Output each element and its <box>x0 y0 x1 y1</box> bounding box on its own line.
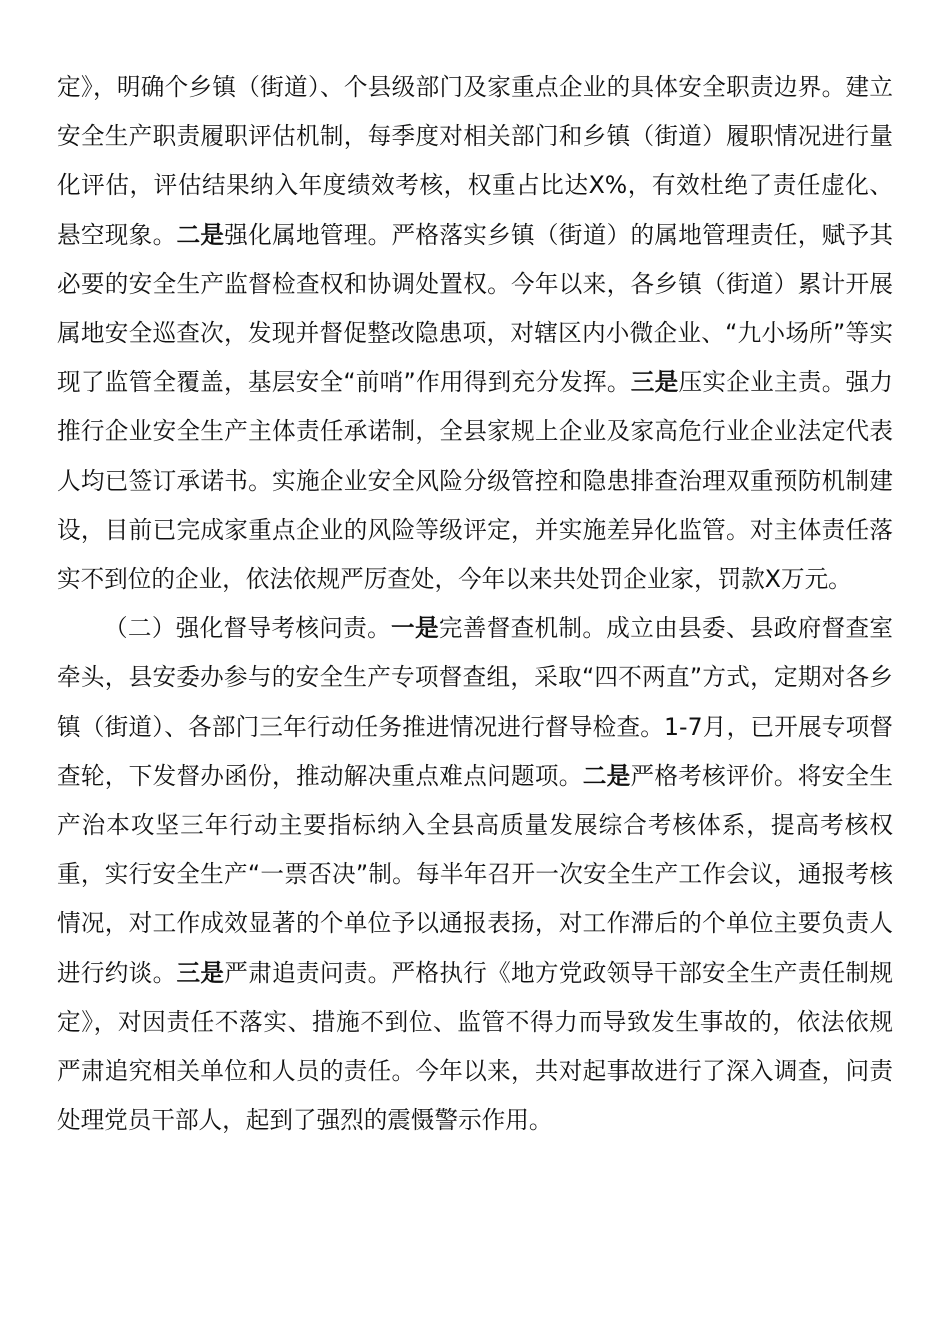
paragraph-1 <box>57 63 893 604</box>
paragraph-1-text: 定》，明确个乡镇（街道）、个县级部门及家重点企业的具体安全职责边界。建立安全生产职责履职评估机制，每季度对相关部门和乡镇（街道）履职情况进行量化评估，评估结果纳入年度绩效考核，权重占比达X%，有效杜绝了责任虚化、悬空现象。 <box>57 73 893 249</box>
document-page <box>57 63 893 1145</box>
paragraph-2-text: 严格考核评价。将安全生产治本攻坚三年行动主要指标纳入全县高质量发展综合考核体系，提高考核权重，实行安全生产“一票否决”制。每半年召开一次安全生产工作会议，通报考核情况，对工作成效显著的个单位予以通报表扬，对工作滞后的个单位主要负责人进行约谈。 <box>57 761 894 987</box>
paragraph-1-text: 压实企业主责。强力推行企业安全生产主体责任承诺制，全县家规上企业及家高危行业企业法定代表人均已签订承诺书。实施企业安全风险分级管控和隐患排查治理双重预防机制建设，目前已完成家重点企业的风险等级评定，并实施差异化监管。对主体责任落实不到位的企业，依法依规严厉查处，今年以来共处罚企业家，罚款X万元。 <box>57 368 894 594</box>
bold-marker-one: 一是 <box>391 614 439 643</box>
paragraph-1-text: 强化属地管理。严格落实乡镇（街道）的属地管理责任，赋予其必要的安全生产监督检查权和协调处置权。今年以来，各乡镇（街道）累计开展属地安全巡查次，发现并督促整改隐患项，对辖区内小微企业、“九小场所”等实现了监管全覆盖，基层安全“前哨”作用得到充分发挥。 <box>57 220 894 397</box>
paragraph-2 <box>57 604 893 1145</box>
paragraph-2-text: 严肃追责问责。严格执行《地方党政领导干部安全生产责任制规定》，对因责任不落实、措施不到位、监管不得力而导致发生事故的，依法依规严肃追究相关单位和人员的责任。今年以来，共对起事故进行了深入调查，问责处理党员干部人，起到了强烈的震慑警示作用。 <box>57 958 894 1135</box>
bold-marker-three: 三是 <box>630 368 679 397</box>
bold-marker-three: 三是 <box>176 958 225 987</box>
bold-marker-two: 二是 <box>582 761 631 790</box>
bold-marker-two: 二是 <box>176 220 225 249</box>
paragraph-2-text: 完善督查机制。成立由县委、县政府督查室牵头，县安委办参与的安全生产专项督查组，采取“四不两直”方式，定期对各乡镇（街道）、各部门三年行动任务推进情况进行督导检查。1-7月，已开展专项督查轮，下发督办函份，推动解决重点难点问题项。 <box>57 614 894 790</box>
section-heading: （二）强化督导考核问责。 <box>104 614 392 643</box>
